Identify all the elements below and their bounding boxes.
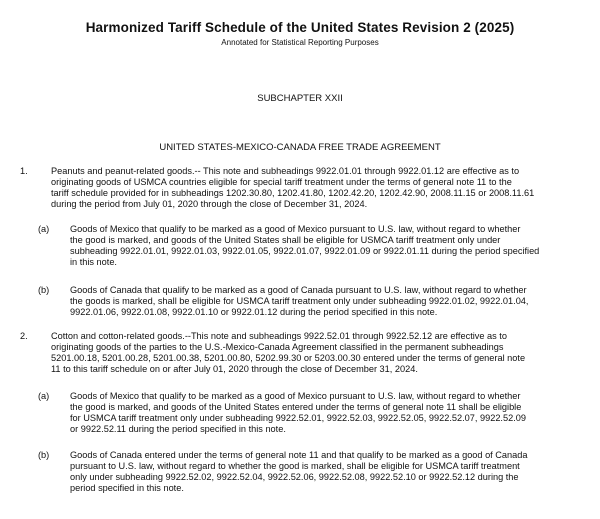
item-line: the good is marked, and goods of the United States shall be eligible for USMCA tariff treatment only under (70, 235, 501, 245)
note-line: 5201.00.18, 5201.00.28, 5201.00.38, 5201.00.80, 5202.99.30 or 5203.00.30 entered under the terms of general note (51, 353, 526, 363)
item-line: Goods of Canada entered under the terms of general note 11 and that qualify to be marked as a good of Canada (70, 450, 528, 460)
item-paragraph (70, 224, 539, 268)
note-line: during the period from July 01, 2020 through the close of December 31, 2024. (51, 199, 368, 209)
item-line: or 9922.52.11 during the period specified in this note. (70, 424, 286, 434)
note-line: 11 to this tariff schedule on or after July 01, 2020 through the close of December 31, 2024. (51, 364, 418, 374)
item-paragraph (70, 450, 527, 494)
item-line: 9922.01.06, 9922.01.08, 9922.01.10 or 9922.01.12 during the period specified in this note. (70, 307, 438, 317)
agreement-heading: UNITED STATES-MEXICO-CANADA FREE TRADE AGREEMENT (159, 142, 441, 153)
item-line: only under subheading 9922.52.02, 9922.52.04, 9922.52.06, 9922.52.08, 9922.52.10 or 9922.52.12 during the (70, 472, 519, 482)
item-line: in this note. (70, 257, 117, 267)
item-letter: (b) (38, 285, 50, 295)
item-line: the good is marked, and goods of the United States entered under the terms of general note 11 shall be eligible (70, 402, 522, 412)
item-line: Goods of Canada that qualify to be marked as a good of Canada pursuant to U.S. law, without regard to whether (70, 285, 527, 295)
item-line: for USMCA tariff treatment only under subheading 9922.52.01, 9922.52.03, 9922.52.05, 9922.52.07, 9922.52.09 (70, 413, 526, 423)
item-letter: (a) (38, 224, 50, 234)
note-number: 1. (20, 166, 28, 176)
item-line: pursuant to U.S. law, without regard to whether the good is marked, shall be eligible for USMCA tariff treatment (70, 461, 520, 471)
note-line: tariff schedule provided for in subheadings 1202.30.80, 1202.41.80, 1202.42.20, 1202.42.90, 2008.11.15 or 2008.11.61 (51, 188, 535, 198)
item-line: period specified in this note. (70, 483, 184, 493)
note-line: originating goods of USMCA countries eligible for special tariff treatment under the terms of general note 11 to the (51, 177, 512, 187)
note-paragraph (51, 166, 534, 210)
item-line: subheading 9922.01.01, 9922.01.03, 9922.01.05, 9922.01.07, 9922.01.09 or 9922.01.11 during the period specified (70, 246, 540, 256)
item-letter: (a) (38, 391, 50, 401)
document-subtitle: Annotated for Statistical Reporting Purposes (221, 38, 379, 47)
item-paragraph (70, 285, 528, 318)
note-line: originating goods of the parties to the U.S.-Mexico-Canada Agreement classified in the permanent subheadings (51, 342, 504, 352)
item-letter: (b) (38, 450, 50, 460)
note-line: Cotton and cotton-related goods.--This note and subheadings 9922.52.01 through 9922.52.12 are effective as to (51, 331, 507, 341)
item-line: Goods of Mexico that qualify to be marked as a good of Mexico pursuant to U.S. law, without regard to whether (70, 224, 521, 234)
item-line: Goods of Mexico that qualify to be marked as a good of Mexico pursuant to U.S. law, without regard to whether (70, 391, 521, 401)
note-number: 2. (20, 331, 28, 341)
item-line: the goods is marked, shall be eligible for USMCA tariff treatment only under subheading 9922.01.02, 9922.01.04, (70, 296, 529, 306)
subchapter-heading: SUBCHAPTER XXII (257, 93, 343, 104)
note-line: Peanuts and peanut-related goods.-- This note and subheadings 9922.01.01 through 9922.01.12 are effective as to (51, 166, 520, 176)
note-paragraph (51, 331, 525, 375)
item-paragraph (70, 391, 526, 435)
document-title: Harmonized Tariff Schedule of the United States Revision 2 (2025) (85, 20, 515, 35)
